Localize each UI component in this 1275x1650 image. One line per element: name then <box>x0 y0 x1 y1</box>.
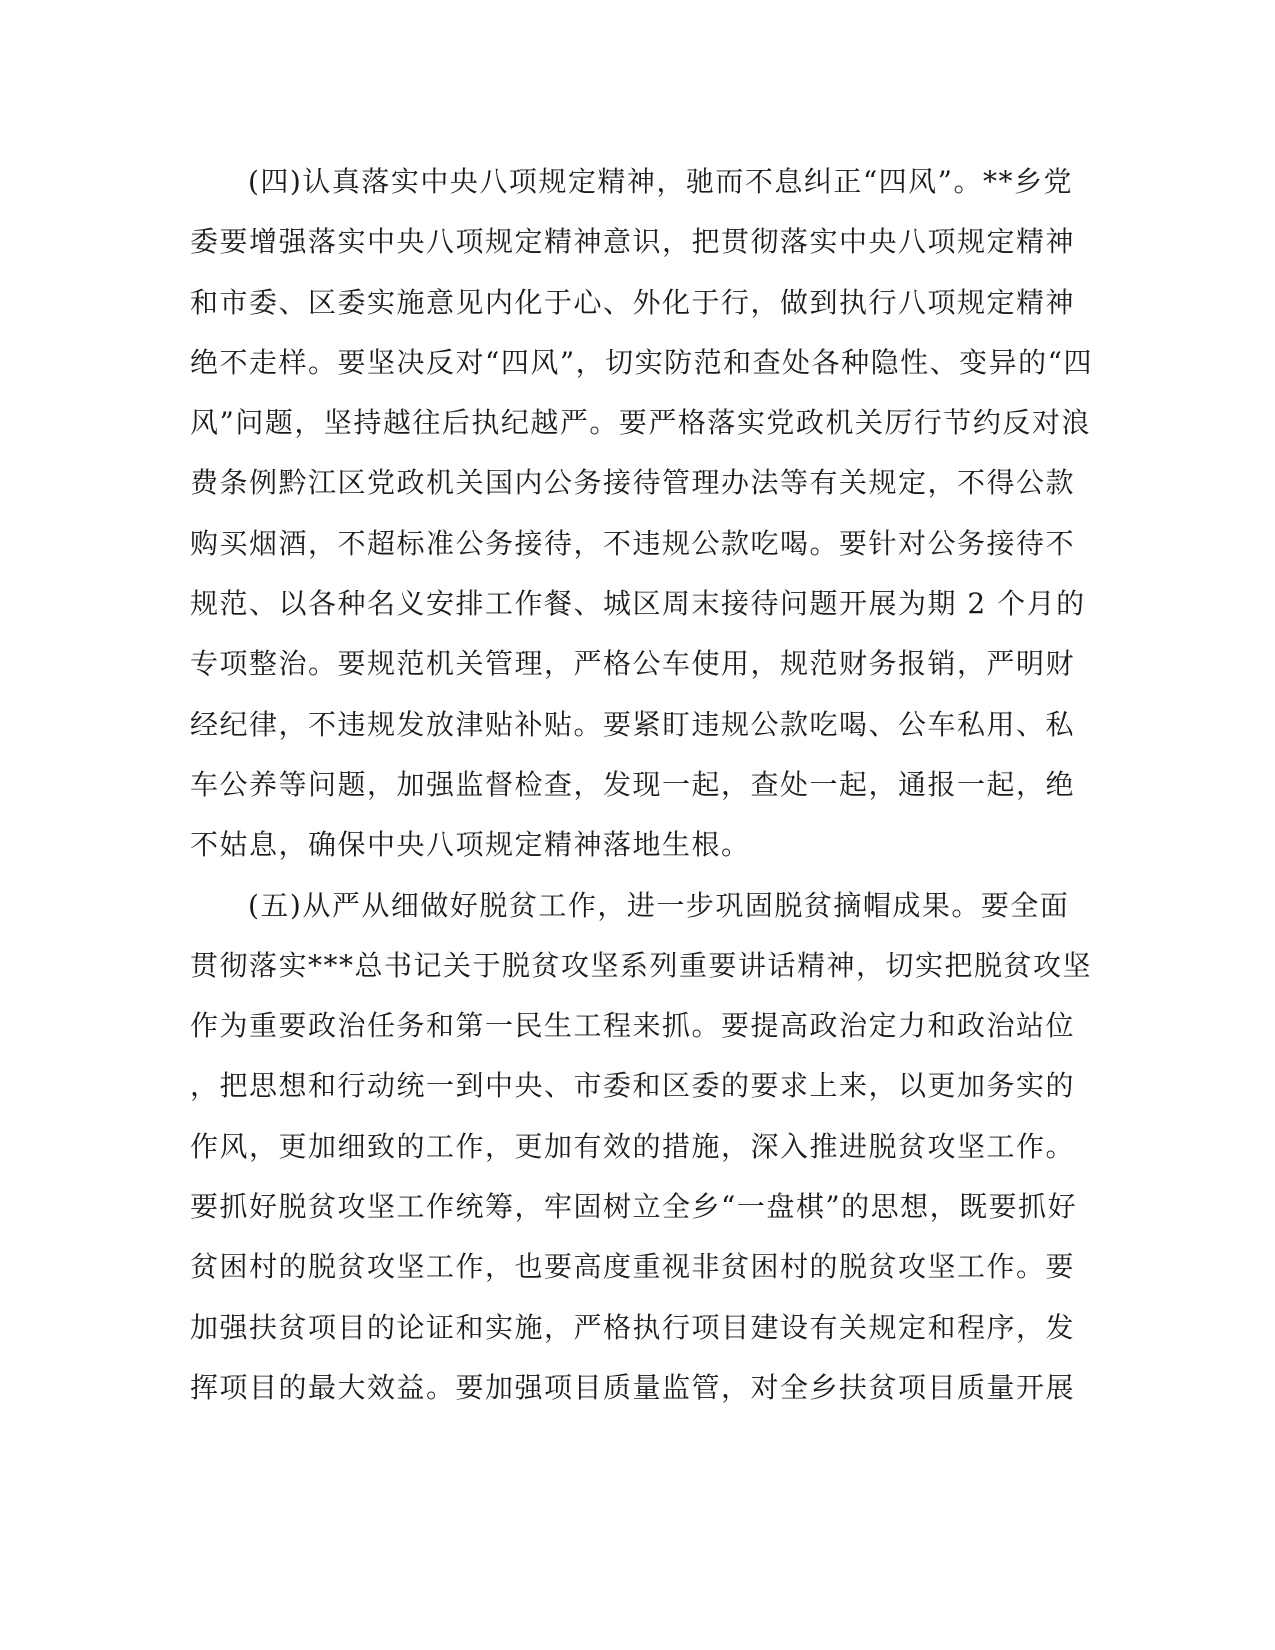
paragraph-line: 作为重要政治任务和第一民生工程来抓。要提高政治定力和政治站位 <box>190 1009 1076 1043</box>
paragraph-line: 风”问题，坚持越往后执纪越严。要严格落实党政机关厉行节约反对浪 <box>190 406 1091 440</box>
body-text <box>190 160 1093 1426</box>
paragraph-line: 不姑息，确保中央八项规定精神落地生根。 <box>190 828 751 862</box>
paragraph-line: 专项整治。要规范机关管理，严格公车使用，规范财务报销，严明财 <box>190 647 1076 681</box>
paragraph-line: 贫困村的脱贫攻坚工作，也要高度重视非贫困村的脱贫攻坚工作。要 <box>190 1250 1076 1284</box>
paragraph-line: 和市委、区委实施意见内化于心、外化于行，做到执行八项规定精神 <box>190 285 1076 319</box>
paragraph-four <box>190 160 1093 884</box>
paragraph-five <box>190 884 1093 1427</box>
paragraph-line: 作风，更加细致的工作，更加有效的措施，深入推进脱贫攻坚工作。 <box>190 1129 1076 1163</box>
paragraph-line: ，把思想和行动统一到中央、市委和区委的要求上来，以更加务实的 <box>190 1069 1076 1103</box>
paragraph-line: 经纪律，不违规发放津贴补贴。要紧盯违规公款吃喝、公车私用、私 <box>190 707 1076 741</box>
paragraph-line: 绝不走样。要坚决反对“四风”，切实防范和查处各种隐性、变异的“四 <box>190 345 1093 379</box>
paragraph-line: 委要增强落实中央八项规定精神意识，把贯彻落实中央八项规定精神 <box>190 225 1076 259</box>
paragraph-line: (四)认真落实中央八项规定精神，驰而不息纠正“四风”。**乡党 <box>248 165 1073 198</box>
paragraph-line: 车公养等问题，加强监督检查，发现一起，查处一起，通报一起，绝 <box>190 767 1076 801</box>
paragraph-line: (五)从严从细做好脱贫工作，进一步巩固脱贫摘帽成果。要全面 <box>248 888 1070 922</box>
paragraph-line: 加强扶贫项目的论证和实施，严格执行项目建设有关规定和程序，发 <box>190 1310 1076 1344</box>
paragraph-line: 贯彻落实***总书记关于脱贫攻坚系列重要讲话精神，切实把脱贫攻坚 <box>190 948 1093 982</box>
paragraph-line: 要抓好脱贫攻坚工作统筹，牢固树立全乡“一盘棋”的思想，既要抓好 <box>190 1190 1078 1224</box>
paragraph-line: 挥项目的最大效益。要加强项目质量监管，对全乡扶贫项目质量开展 <box>190 1370 1076 1404</box>
paragraph-line: 费条例黔江区党政机关国内公务接待管理办法等有关规定，不得公款 <box>190 466 1076 500</box>
paragraph-line: 规范、以各种名义安排工作餐、城区周末接待问题开展为期 2 个月的 <box>190 587 1086 621</box>
paragraph-line: 购买烟酒，不超标准公务接待，不违规公款吃喝。要针对公务接待不 <box>190 526 1076 560</box>
